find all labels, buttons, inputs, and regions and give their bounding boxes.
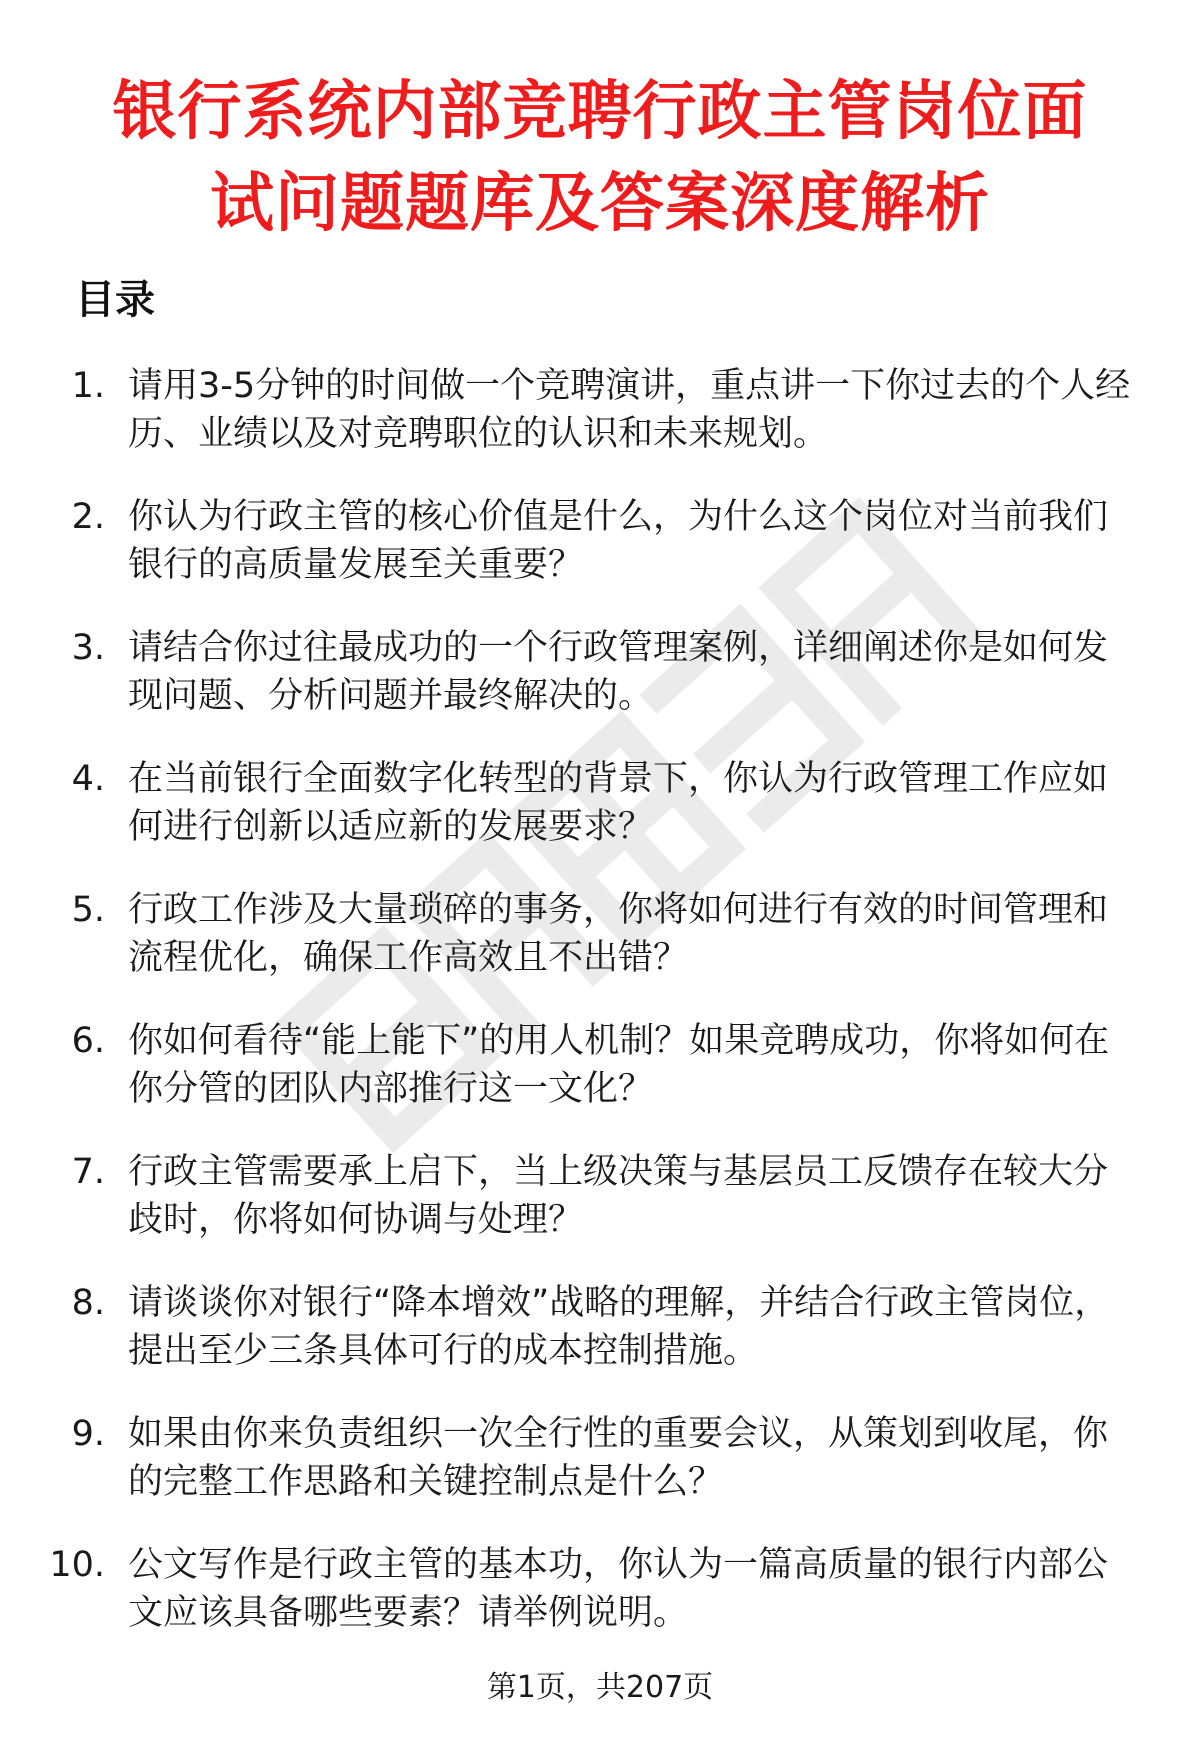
toc-item bbox=[0, 493, 1200, 624]
toc-item bbox=[0, 755, 1200, 886]
toc-item-text: 行政工作涉及大量琐碎的事务，你将如何进行有效的时间管理和流程优化，确保工作高效且不出错？ bbox=[128, 890, 1109, 978]
toc-item-text: 公文写作是行政主管的基本功，你认为一篇高质量的银行内部公文应该具备哪些要素？请举例说明。 bbox=[128, 1545, 1109, 1633]
toc-item-number: 2. bbox=[71, 497, 105, 537]
toc-item bbox=[0, 1541, 1200, 1672]
toc-item bbox=[0, 886, 1200, 1017]
toc-item-text: 你认为行政主管的核心价值是什么，为什么这个岗位对当前我们银行的高质量发展至关重要？ bbox=[128, 497, 1109, 585]
toc-item-number: 8. bbox=[71, 1283, 105, 1323]
toc-item-text: 请谈谈你对银行“降本增效”战略的理解，并结合行政主管岗位，提出至少三条具体可行的成本控制措施。 bbox=[128, 1283, 1110, 1371]
toc-item-text: 行政主管需要承上启下，当上级决策与基层员工反馈存在较大分歧时，你将如何协调与处理？ bbox=[128, 1152, 1109, 1240]
toc-item-number: 3. bbox=[71, 628, 105, 668]
title-line-2: 试问题题库及答案深度解析 bbox=[210, 167, 990, 241]
page-footer: 第1页，共207页 bbox=[486, 1670, 714, 1705]
toc-item-number: 7. bbox=[71, 1152, 105, 1192]
toc-item-number: 4. bbox=[71, 759, 105, 799]
toc-item-text: 请结合你过往最成功的一个行政管理案例，详细阐述你是如何发现问题、分析问题并最终解决的。 bbox=[128, 628, 1109, 716]
toc-item-text: 你如何看待“能上能下”的用人机制？如果竞聘成功，你将如何在你分管的团队内部推行这一文化？ bbox=[128, 1021, 1110, 1109]
toc-heading: 目录 bbox=[75, 277, 155, 323]
toc-item-number: 6. bbox=[71, 1021, 105, 1061]
document-title bbox=[60, 66, 1140, 250]
title-line-1: 银行系统内部竞聘行政主管岗位面 bbox=[112, 75, 1088, 149]
toc-item bbox=[0, 624, 1200, 755]
toc-item bbox=[0, 1279, 1200, 1410]
toc-item-number: 10. bbox=[49, 1545, 105, 1585]
toc-item bbox=[0, 1017, 1200, 1148]
toc-item-text: 如果由你来负责组织一次全行性的重要会议，从策划到收尾，你的完整工作思路和关键控制点是什么？ bbox=[128, 1414, 1109, 1502]
toc-item bbox=[0, 1410, 1200, 1541]
toc-item-number: 1. bbox=[71, 366, 105, 406]
toc-item-number: 9. bbox=[71, 1414, 105, 1454]
toc-item-number: 5. bbox=[71, 890, 105, 930]
toc-item-text: 请用3-5分钟的时间做一个竞聘演讲，重点讲一下你过去的个人经历、业绩以及对竞聘职位的认识和未来规划。 bbox=[128, 366, 1131, 454]
toc-list bbox=[0, 362, 1200, 1672]
toc-item bbox=[0, 362, 1200, 493]
toc-item-text: 在当前银行全面数字化转型的背景下，你认为行政管理工作应如何进行创新以适应新的发展要求？ bbox=[128, 759, 1109, 847]
toc-item bbox=[0, 1148, 1200, 1279]
